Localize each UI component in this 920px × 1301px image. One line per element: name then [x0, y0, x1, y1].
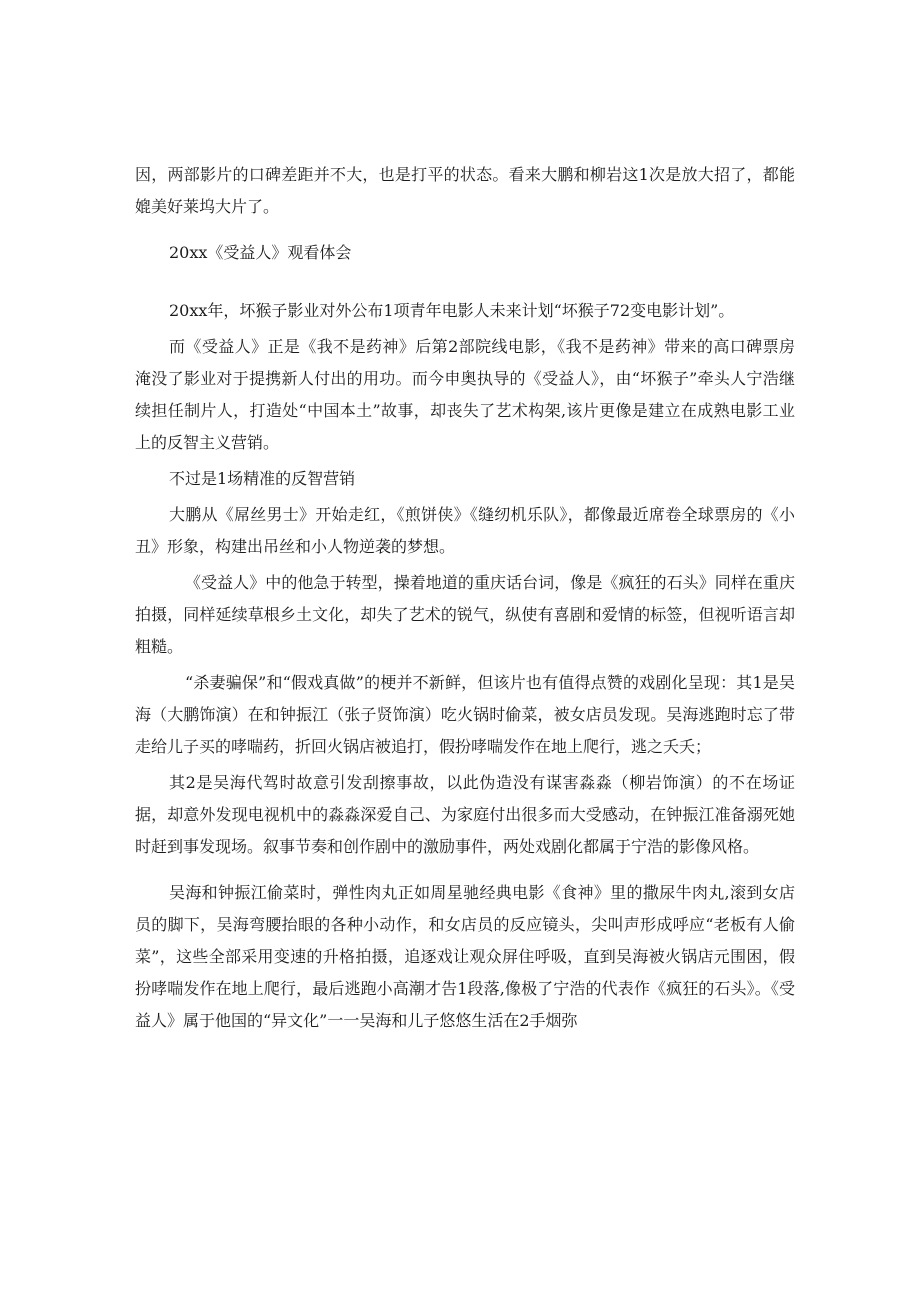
- section-heading-marketing: 不过是1场精准的反智营销: [169, 469, 356, 488]
- document-body: [135, 159, 795, 1037]
- paragraph-transition: 《受益人》中的他急于转型，操着地道的重庆话台词，像是《疯狂的石头》同样在重庆拍摄，同样延续草根乡土文化，却失了艺术的锐气，纵使有喜剧和爱情的标签，但视听语言却粗糙。: [135, 573, 795, 656]
- paragraph-hotpot-scene: 吴海和钟振江偷菜时，弹性肉丸正如周星驰经典电影《食神》里的撒尿牛肉丸,滚到女店员的脚下，吴海弯腰抬眼的各种小动作，和女店员的反应镜头，尖叫声形成呼应“老板有人偷菜”，这些全部采用变速的升格拍摄，追逐戏让观众屏住呼吸，直到吴海被火锅店元围困，假扮哮喘发作在地上爬行，最后逃跑小高潮才告1段落,像极了宁浩的代表作《疯狂的石头》。《受益人》属于他国的“异文化”一一吴海和儿子悠悠生活在2手烟弥: [135, 883, 795, 1030]
- paragraph-dapeng-career: 大鹏从《屌丝男士》开始走红，《煎饼侠》《缝纫机乐队》，都像最近席卷全球票房的《小丑》形象，构建出吊丝和小人物逆袭的梦想。: [135, 505, 795, 556]
- paragraph-intro-continuation: 因，两部影片的口碑差距并不大，也是打平的状态。看来大鹏和柳岩这1次是放大招了，都能媲美好莱坞大片了。: [135, 165, 795, 216]
- paragraph-film-background: 而《受益人》正是《我不是药神》后第2部院线电影，《我不是药神》带来的高口碑票房淹没了影业对于提携新人付出的用功。而今申奥执导的《受益人》，由“坏猴子”牵头人宁浩继续担任制片人，打造处“中国本土”故事，却丧失了艺术构架,该片更像是建立在成熟电影工业上的反智主义营销。: [135, 337, 795, 452]
- paragraph-drama-one: “杀妻骗保”和“假戏真做”的梗并不新鲜，但该片也有值得点赞的戏剧化呈现：其1是吴海（大鹏饰演）在和钟振江（张子贤饰演）吃火锅时偷菜，被女店员发现。吴海逃跑时忘了带走给儿子买的哮喘药，折回火锅店被追打，假扮哮喘发作在地上爬行，逃之夭夭；: [135, 673, 795, 756]
- paragraph-plan-announcement: 20xx年，坏猴子影业对外公布1项青年电影人未来计划“坏猴子72变电影计划”。: [169, 301, 735, 320]
- paragraph-drama-two: 其2是吴海代驾时故意引发刮擦事故，以此伪造没有谋害淼淼（柳岩饰演）的不在场证据，却意外发现电视机中的淼淼深爱自己、为家庭付出很多而大受感动，在钟振江准备溺死她时赶到事发现场。叙事节奏和创作剧中的激励事件，两处戏剧化都属于宁浩的影像风格。: [135, 773, 795, 856]
- section-heading-viewing-notes: 20xx《受益人》观看体会: [169, 243, 352, 262]
